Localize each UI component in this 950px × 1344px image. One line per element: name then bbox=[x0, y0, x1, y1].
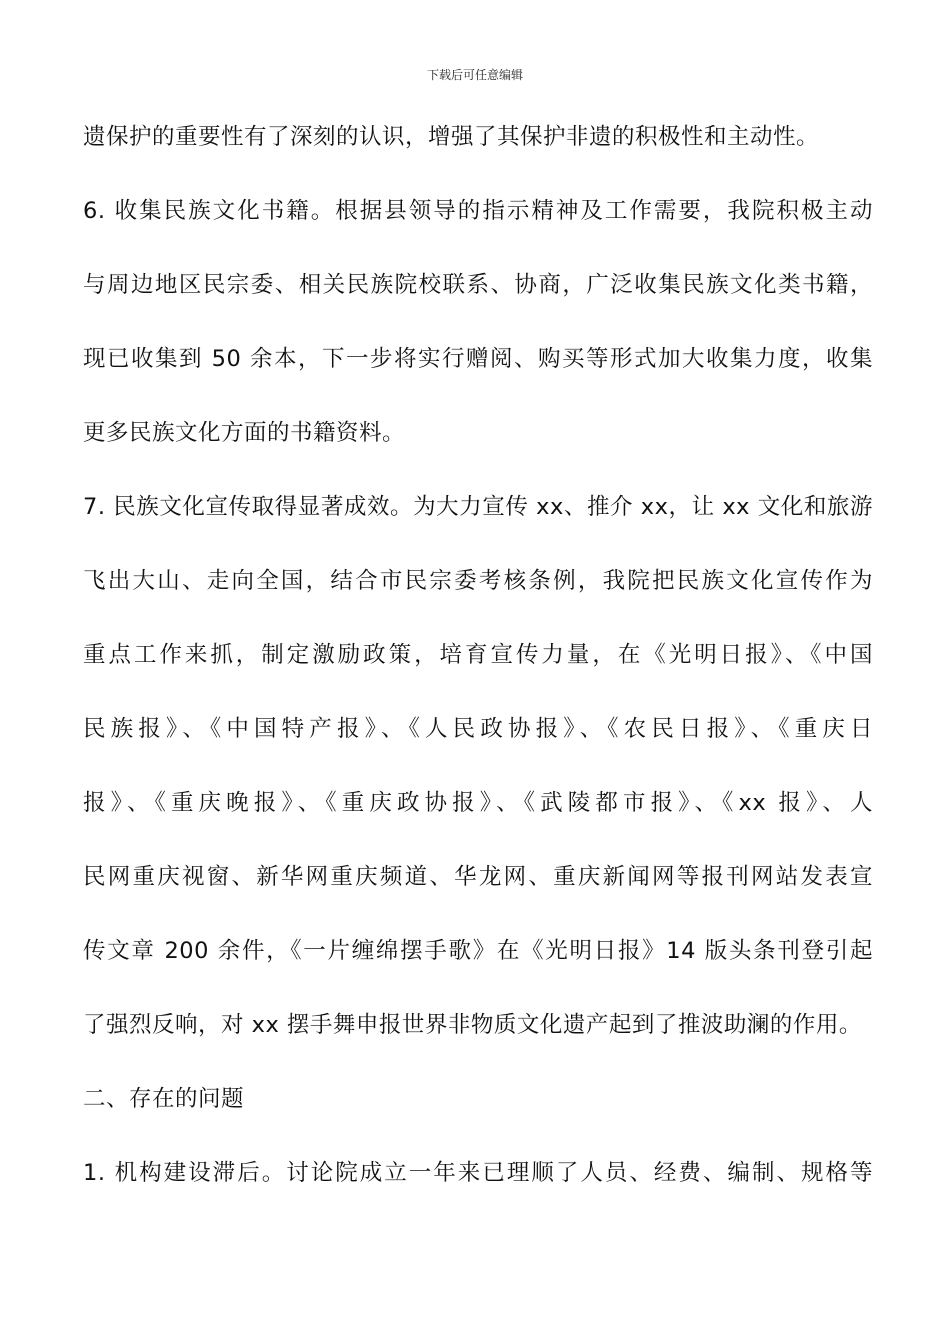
text-line: 现已收集到 50 余本，下一步将实行赠阅、购买等形式加大收集力度，收集 bbox=[83, 346, 873, 372]
text-line: 报》、《重庆晚报》、《重庆政协报》、《武陵都市报》、《xx 报》、人 bbox=[83, 790, 873, 816]
text-line: 民网重庆视窗、新华网重庆频道、华龙网、重庆新闻网等报刊网站发表宣 bbox=[83, 864, 873, 890]
text-line: 重点工作来抓，制定激励政策，培育宣传力量，在《光明日报》、《中国 bbox=[83, 642, 873, 668]
section-heading: 二、存在的问题 bbox=[83, 1086, 245, 1112]
text-line: 传文章 200 余件，《一片缠绵摆手歌》在《光明日报》14 版头条刊登引起 bbox=[83, 938, 873, 964]
text-line: 与周边地区民宗委、相关民族院校联系、协商，广泛收集民族文化类书籍， bbox=[83, 272, 873, 298]
text-line: 1. 机构建设滞后。讨论院成立一年来已理顺了人员、经费、编制、规格等 bbox=[83, 1160, 873, 1186]
text-line: 6. 收集民族文化书籍。根据县领导的指示精神及工作需要，我院积极主动 bbox=[83, 198, 873, 224]
text-line: 7. 民族文化宣传取得显著成效。为大力宣传 xx、推介 xx，让 xx 文化和旅游 bbox=[83, 494, 873, 520]
text-line: 了强烈反响，对 xx 摆手舞申报世界非物质文化遗产起到了推波助澜的作用。 bbox=[83, 1012, 862, 1038]
text-line: 民族报》、《中国特产报》、《人民政协报》、《农民日报》、《重庆日 bbox=[83, 716, 873, 742]
text-line: 遗保护的重要性有了深刻的认识，增强了其保护非遗的积极性和主动性。 bbox=[83, 124, 820, 150]
text-line: 更多民族文化方面的书籍资料。 bbox=[83, 420, 406, 446]
page-header: 下载后可任意编辑 bbox=[426, 68, 523, 82]
document-body bbox=[83, 100, 873, 1210]
text-line: 飞出大山、走向全国，结合市民宗委考核条例，我院把民族文化宣传作为 bbox=[83, 568, 873, 594]
